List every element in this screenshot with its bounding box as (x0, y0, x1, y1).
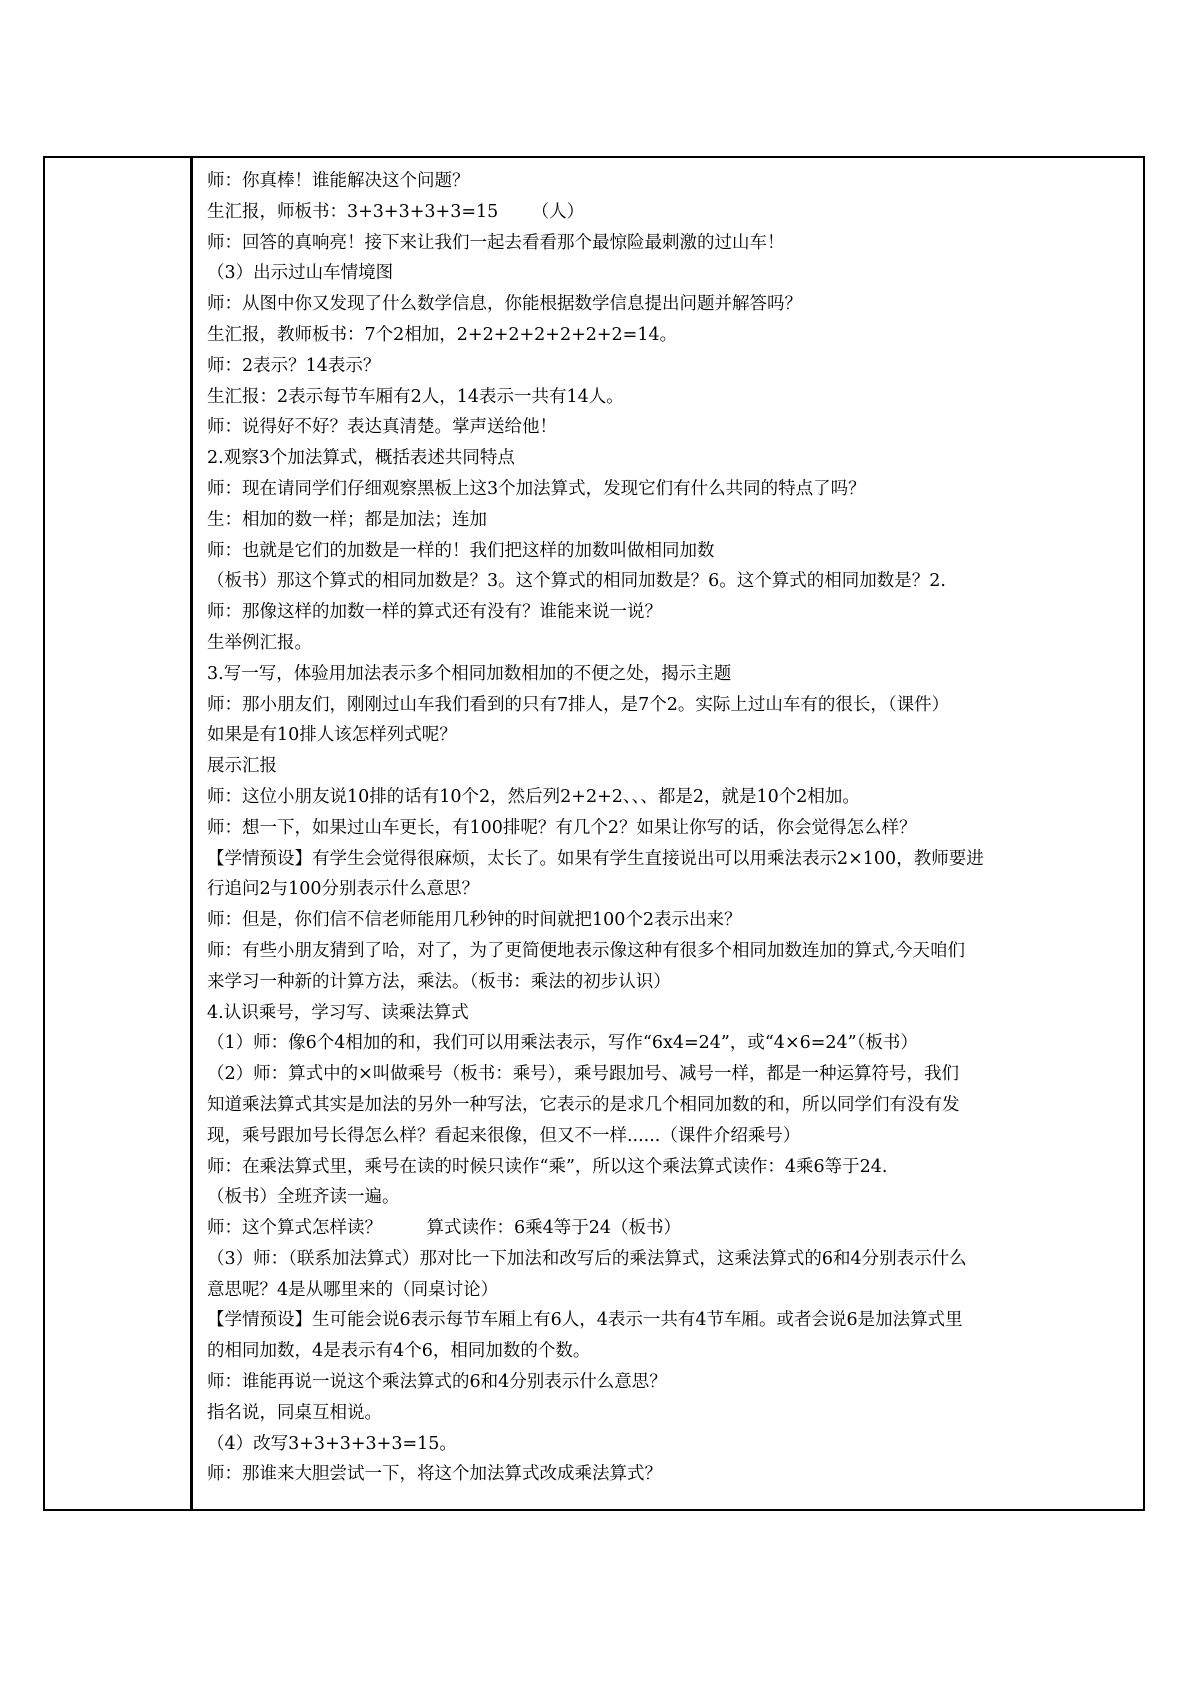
text-line: 展示汇报 (207, 756, 277, 777)
text-line: 师：回答的真响亮！接下来让我们一起去看看那个最惊险最刺激的过山车！ (207, 232, 785, 253)
text-line: 生举例汇报。 (207, 632, 312, 653)
text-line: 现，乘号跟加号长得怎么样？看起来很像，但又不一样......（课件介绍乘号） (207, 1125, 801, 1146)
text-line: （4）改写3+3+3+3+3=15。 (207, 1433, 457, 1454)
text-line: 师：但是，你们信不信老师能用几秒钟的时间就把100个2表示出来？ (207, 910, 742, 931)
text-line: 师：这位小朋友说10排的话有10个2，然后列2+2+2、、、都是2，就是10个2相加。 (207, 786, 860, 807)
text-line: 3.写一写，体验用加法表示多个相同加数相加的不便之处，揭示主题 (207, 663, 732, 684)
text-line: 如果是有10排人该怎样列式呢？ (207, 725, 457, 746)
text-line: （2）师：算式中的×叫做乘号（板书：乘号），乘号跟加号、减号一样，都是一种运算符号，我们 (207, 1064, 960, 1085)
text-line: 知道乘法算式其实是加法的另外一种写法，它表示的是求几个相同加数的和，所以同学们有没有发 (207, 1094, 960, 1115)
text-line: （3）师：（联系加法算式）那对比一下加法和改写后的乘法算式，这乘法算式的6和4分别表示什么 (207, 1248, 967, 1269)
text-line: 师：你真棒！谁能解决这个问题？ (207, 171, 470, 191)
text-line: 4.认识乘号，学习写、读乘法算式 (207, 1002, 469, 1023)
text-line: 师：有些小朋友猜到了哈，对了，为了更简便地表示像这种有很多个相同加数连加的算式,今天咱们 (207, 940, 966, 961)
text-line: 师：在乘法算式里，乘号在读的时候只读作“乘”，所以这个乘法算式读作：4乘6等于24. (207, 1156, 888, 1177)
text-line: 师：从图中你又发现了什么数学信息，你能根据数学信息提出问题并解答吗？ (207, 294, 802, 315)
text-line: 生汇报，师板书：3+3+3+3+3=15 （人） (207, 201, 585, 222)
text-line: 师：谁能再说一说这个乘法算式的6和4分别表示什么意思？ (207, 1372, 667, 1393)
column-divider (190, 158, 193, 1509)
text-line: 来学习一种新的计算方法，乘法。（板书：乘法的初步认识） (207, 971, 671, 992)
text-line: 意思呢？4是从哪里来的（同桌讨论） (207, 1279, 499, 1300)
text-line: 2.观察3个加法算式，概括表述共同特点 (207, 448, 515, 469)
text-line: 师：那小朋友们，刚刚过山车我们看到的只有7排人，是7个2。实际上过山车有的很长，（课件） (207, 694, 950, 715)
text-line: 师：想一下，如果过山车更长，有100排呢？有几个2？如果让你写的话，你会觉得怎么样？ (207, 817, 917, 838)
text-line: 生：相加的数一样；都是加法；连加 (207, 509, 487, 530)
text-line: （板书）那这个算式的相同加数是？3。这个算式的相同加数是？6。这个算式的相同加数是？2. (207, 571, 946, 592)
text-line: 师：这个算式怎样读？ 算式读作：6乘4等于24（板书） (207, 1218, 682, 1239)
text-line: 师：那像这样的加数一样的算式还有没有？谁能来说一说？ (207, 602, 662, 623)
text-line: 师：现在请同学们仔细观察黑板上这3个加法算式，发现它们有什么共同的特点了吗？ (207, 478, 866, 499)
text-line: （1）师：像6个4相加的和，我们可以用乘法表示，写作“6x4=24”，或“4×6=24”（板书） (207, 1033, 918, 1054)
text-line: 行追问2与100分别表示什么意思？ (207, 879, 480, 900)
text-line: 师：2表示？14表示？ (207, 355, 381, 376)
lesson-content (207, 166, 1133, 1490)
text-line: 生汇报：2表示每节车厢有2人，14表示一共有14人。 (207, 386, 624, 407)
text-line: 的相同加数，4是表示有4个6，相同加数的个数。 (207, 1341, 591, 1362)
text-line: （板书）全班齐读一遍。 (207, 1187, 400, 1208)
text-line: 【学情预设】生可能会说6表示每节车厢上有6人，4表示一共有4节车厢。或者会说6是加法算式里 (207, 1310, 963, 1331)
text-line: （3）出示过山车情境图 (207, 263, 394, 284)
text-line: 指名说，同桌互相说。 (207, 1402, 382, 1423)
text-line: 师：也就是它们的加数是一样的！我们把这样的加数叫做相同加数 (207, 540, 715, 561)
text-line: 师：说得好不好？表达真清楚。掌声送给他！ (207, 417, 557, 438)
text-line: 生汇报，教师板书：7个2相加，2+2+2+2+2+2+2=14。 (207, 324, 678, 345)
text-line: 师：那谁来大胆尝试一下，将这个加法算式改成乘法算式？ (207, 1464, 662, 1485)
text-line: 【学情预设】有学生会觉得很麻烦，太长了。如果有学生直接说出可以用乘法表示2×100，教师要进 (207, 848, 984, 869)
lesson-table (43, 156, 1145, 1511)
